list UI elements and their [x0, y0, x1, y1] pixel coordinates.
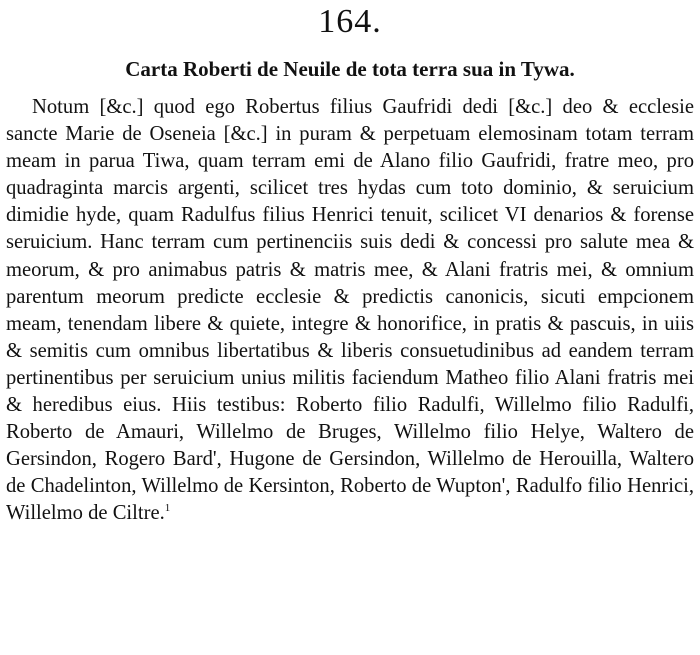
footnote-mark: 1: [164, 502, 171, 515]
charter-body: [6, 94, 694, 528]
charter-number: 164.: [318, 3, 382, 40]
charter-heading: Carta Roberti de Neuile de tota terra sua in Tywa.: [125, 57, 575, 81]
charter-body-text: Notum [&c.] quod ego Robertus filius Gaufridi dedi [&c.] deo & ecclesie sancte Marie de Oseneia [&c.] in puram & perpetuam elemosinam totam terram meam in parua Tiwa, quam terram emi de Alano filio Gaufridi, fratre meo, pro quadraginta marcis argenti, scilicet tres hydas cum toto dominio, & seruicium dimidie hyde, quam Radulfus filius Henrici tenuit, scilicet VI denarios & forense seruicium. Hanc terram cum pertinenciis suis dedi & concessi pro salute mea & meorum, & pro animabus patris & matris mee, & Alani fratris mei, & omnium parentum meorum predicte ecclesie & predictis canonicis, sicuti empcionem meam, tenendam libere & quiete, integre & honorifice, in pratis & pascuis, in uiis & semitis cum omnibus libertatibus & liberis consuetudinibus ad eandem terram pertinentibus per seruicium unius militis faciendum Matheo filio Alani fratris mei & heredibus eius. Hiis testibus: Roberto filio Radulfi, Willelmo filio Radulfi, Roberto de Amauri, Willelmo de Bruges, Willelmo filio Helye, Waltero de Gersindon, Rogero Bard', Hugone de Gersindon, Willelmo de Herouilla, Waltero de Chadelinton, Willelmo de Kersinton, Roberto de Wupton', Radulfo filio Henrici, Willelmo de Ciltre.: [6, 96, 694, 525]
